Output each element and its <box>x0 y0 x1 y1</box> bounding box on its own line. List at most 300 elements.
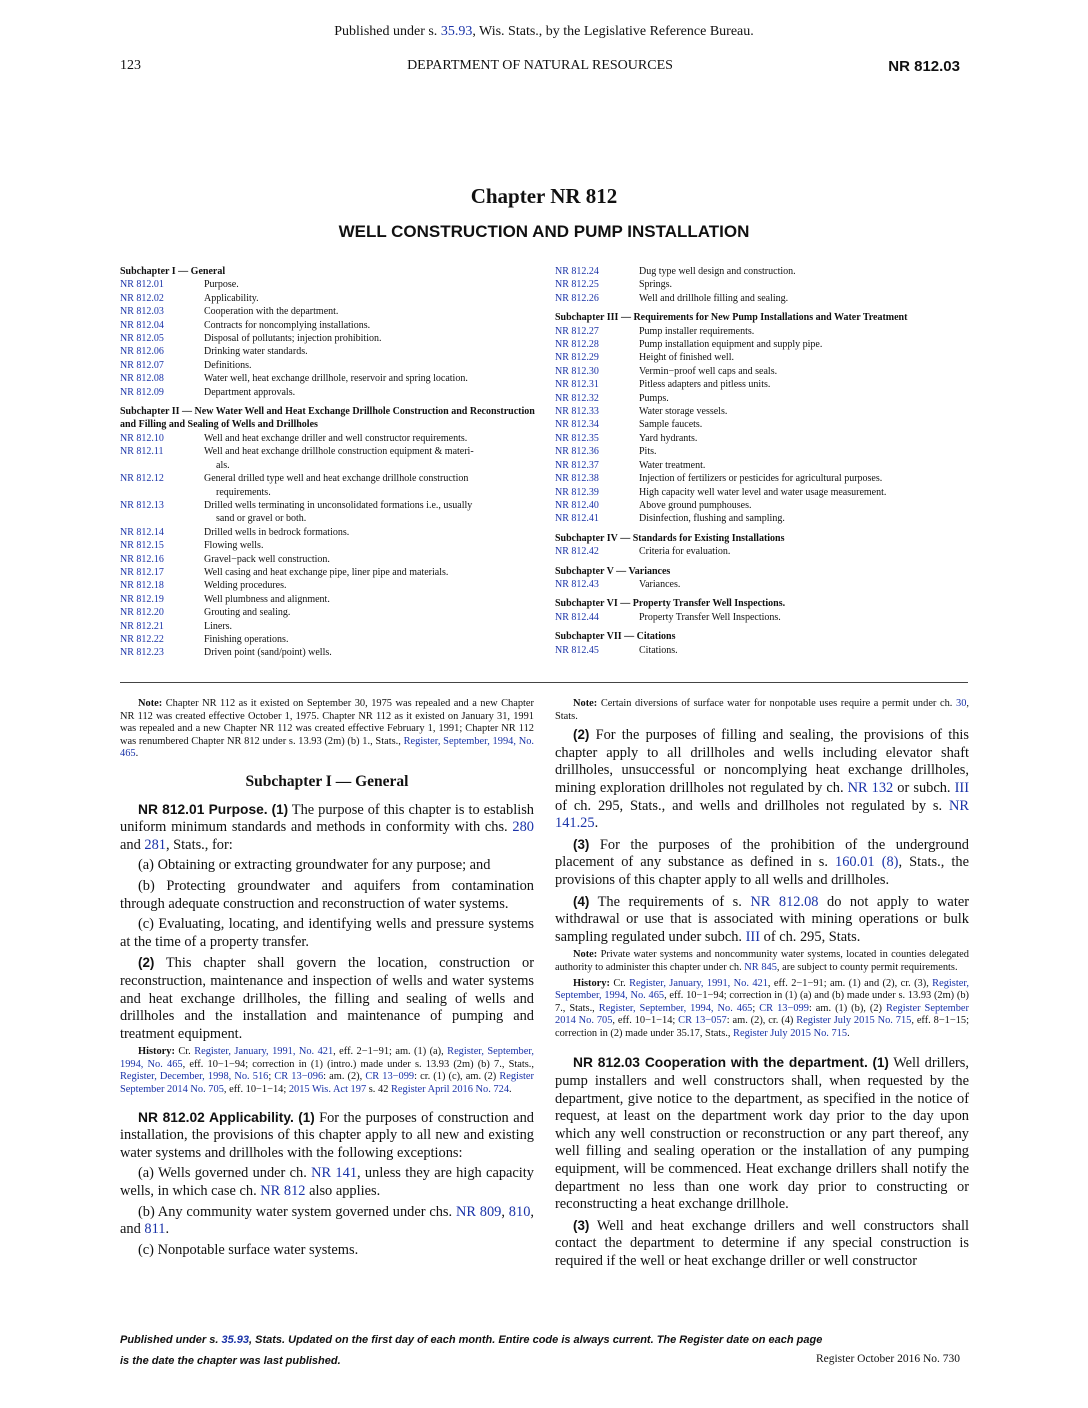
chapter-link[interactable]: 810 <box>508 1203 531 1220</box>
toc-entry <box>555 338 968 351</box>
toc-title-text: Definitions. <box>204 359 252 371</box>
toc-section-link[interactable]: NR 812.18 <box>120 580 164 592</box>
page-number: 123 <box>120 58 141 73</box>
toc-title-text: Drilled wells terminating in unconsolidated formations i.e., usually <box>204 499 473 511</box>
register-link[interactable]: Register, January, 1991, No. 421 <box>629 977 768 989</box>
toc-entry <box>120 566 538 579</box>
subsection-number: (1) <box>872 1055 889 1071</box>
toc-section-link[interactable]: NR 812.24 <box>555 266 599 277</box>
toc-entry <box>120 620 538 633</box>
subsection-3 <box>555 1217 969 1271</box>
toc-entry <box>555 292 968 305</box>
toc-title-text: Variances. <box>639 578 681 590</box>
chapter-link[interactable]: 811 <box>144 1221 166 1238</box>
toc-title-text: Purpose. <box>204 279 239 291</box>
history-label: History: <box>573 977 610 989</box>
section-text: , Stats., for: <box>165 836 233 853</box>
toc-entry <box>120 499 538 526</box>
subchapter-heading: Subchapter I — General <box>245 772 409 790</box>
toc-entry <box>120 593 538 606</box>
toc-section-title <box>639 578 968 591</box>
text: Published under s. <box>120 1334 222 1346</box>
text: do not apply to water withdrawal or use that is associated with mining operations or bulk sampling regulated under subch. <box>555 893 969 945</box>
toc-subchapter-heading: Subchapter I — General <box>120 266 226 277</box>
text: Private water systems and noncommunity water systems, located in counties delegated authority to administer this chapter under ch. <box>555 949 969 973</box>
subsection-number: (3) <box>573 1217 590 1233</box>
toc-subchapter-heading: Subchapter IV — Standards for Existing Installations <box>555 532 785 544</box>
subchapter-link[interactable]: III <box>954 779 969 796</box>
toc-entry <box>555 432 968 445</box>
paragraph-c: (c) Nonpotable surface water systems. <box>138 1241 359 1258</box>
toc-section-link[interactable]: NR 812.19 <box>120 593 164 605</box>
footer-line-1 <box>120 1330 822 1351</box>
toc-entry <box>555 499 968 512</box>
toc-section-link[interactable]: NR 812.14 <box>120 526 164 538</box>
toc-entry <box>120 278 538 291</box>
toc-entry <box>120 292 538 305</box>
toc-entry <box>555 445 968 458</box>
toc-entry <box>555 378 968 391</box>
toc-section-link[interactable]: NR 812.01 <box>120 279 164 291</box>
toc-entry <box>555 365 968 378</box>
subsection-2 <box>120 954 534 1043</box>
toc-entry <box>120 606 538 619</box>
history-label: History: <box>138 1046 175 1058</box>
toc-title-text: Applicability. <box>204 292 259 304</box>
section-link[interactable]: NR 141.25 <box>555 797 969 832</box>
toc-section-title <box>639 292 968 305</box>
left-column <box>120 698 534 1262</box>
subsection-text: This chapter shall govern the location, construction or reconstruction, maintenance and inspection of wells and water systems and heat exchange drillholes, the filling and sealing of wells and drillholes and the installation and maintenance of pumping and treatment equipment. <box>120 955 534 1042</box>
toc-section-title <box>204 526 538 539</box>
toc-right-column <box>555 265 968 657</box>
history-note: History: Cr. Register, January, 1991, No. 421, eff. 2−1−91; am. (1) and (2), cr. (3), Register, September, 1994, No. 465, eff. 10−1−94; correction in (1) (a) and (b) made under s. 13.93 (2m) (b) 7., Stats., Register, September, 1994, No. 465; CR 13−099: am. (1) (b), (2) Register September 2014 No. 705, eff. 10−1−14; CR 13−057: am. (2), cr. (4) Register July 2015 No. 715, eff. 8−1−15; correction in (2) made under 35.17, Stats., Register July 2015 No. 715. <box>555 977 970 1039</box>
toc-title-text: Above ground pumphouses. <box>639 499 752 511</box>
toc-section-link[interactable]: NR 812.30 <box>555 365 599 377</box>
statute-link[interactable]: 35.93 <box>440 24 473 39</box>
toc-title-text: Well and drillhole filling and sealing. <box>639 292 789 304</box>
toc-section-title <box>204 553 538 566</box>
note-label: Note: <box>573 949 598 961</box>
toc-title-text: Liners. <box>204 620 233 632</box>
subchapter-link[interactable]: III <box>745 928 761 945</box>
toc-section-link[interactable]: NR 812.12 <box>120 473 164 485</box>
section-812-03 <box>555 1054 969 1213</box>
published-notice <box>0 24 1088 40</box>
text: , eff. 10−1−94; correction in (1) (intro.) made under s. 13.93 (2m) (b) 7., Stats., <box>182 1058 534 1070</box>
department-name: DEPARTMENT OF NATURAL RESOURCES <box>407 58 673 73</box>
toc-section-link[interactable]: NR 812.04 <box>120 319 164 331</box>
toc-entry <box>120 553 538 566</box>
text: , eff. 10−1−14; <box>223 1084 289 1096</box>
section-title: NR 812.01 Purpose. <box>138 801 268 817</box>
toc-entry <box>120 633 538 646</box>
toc-section-link[interactable]: NR 812.38 <box>555 473 599 485</box>
toc-section-link[interactable]: NR 812.22 <box>120 633 164 645</box>
paragraph-b: (b) Any community water system governed under chs. NR 809, 810, and 811. <box>120 1203 534 1238</box>
toc-entry <box>555 486 968 499</box>
toc-entry <box>120 359 538 372</box>
toc-title-text: Yard hydrants. <box>639 432 698 444</box>
statute-link[interactable]: 35.93 <box>221 1334 249 1346</box>
toc-entry <box>120 579 538 592</box>
text: , Stats. <box>555 698 969 722</box>
chapter-link[interactable]: NR 812 <box>260 1183 306 1200</box>
text: , eff. 10−1−94; correction in (1) (a) and (b) made under s. 13.93 (2m) (b) 7., Stats., <box>555 990 969 1014</box>
toc-section-title <box>204 359 538 372</box>
register-link[interactable]: Register September 2014 No. 705 <box>120 1071 534 1096</box>
toc-left-column <box>120 265 538 660</box>
toc-section-link[interactable]: NR 812.03 <box>120 306 164 318</box>
toc-section-link[interactable]: NR 812.23 <box>120 647 164 659</box>
toc-section-title <box>204 539 538 552</box>
toc-section-title <box>639 486 968 499</box>
toc-subchapter-heading: Subchapter III — Requirements for New Pump Installations and Water Treatment <box>555 312 908 324</box>
section-812-02 <box>120 1109 534 1163</box>
text: (b) Any community water system governed under chs. <box>138 1203 456 1220</box>
toc-entry <box>120 305 538 318</box>
toc-title-text: Gravel−pack well construction. <box>204 553 330 565</box>
toc-title-text: Citations. <box>639 644 678 656</box>
toc-entry <box>555 459 968 472</box>
text: Cr. <box>174 1046 195 1058</box>
subsection-number: (1) <box>271 801 289 817</box>
divider <box>120 682 968 683</box>
toc-section-link[interactable]: NR 812.40 <box>555 499 599 511</box>
section-link[interactable]: NR 812.08 <box>750 893 819 910</box>
toc-section-link[interactable]: NR 812.35 <box>555 432 599 444</box>
text: : am. (1) (b), (2) <box>808 1002 886 1014</box>
toc-section-title <box>204 593 538 606</box>
page-header <box>120 58 960 78</box>
toc-title-continuation: als. <box>216 459 230 471</box>
text: , Stats. Updated on the first day of each month. Entire code is always current. The Register date on each page <box>249 1334 823 1346</box>
text: , and <box>120 1203 534 1238</box>
register-link[interactable]: Register July 2015 No. 715 <box>733 1027 848 1039</box>
toc-section-title <box>204 292 538 305</box>
toc-entry <box>120 539 538 552</box>
text: s. 42 <box>366 1084 391 1096</box>
toc-section-link[interactable]: NR 812.39 <box>555 486 599 498</box>
toc-title-text: Grouting and sealing. <box>204 607 291 619</box>
section-code: NR 812.03 <box>888 58 960 75</box>
toc-section-title <box>639 611 968 624</box>
toc-section-title <box>639 644 968 657</box>
history-note: History: Cr. Register, January, 1991, No. 421, eff. 2−1−91; am. (1) (a), Register, September, 1994, No. 465, eff. 10−1−94; correction in (1) (intro.) made under s. 13.93 (2m) (b) 7., Stats., Register, December, 1998, No. 516; CR 13−096: am. (2), CR 13−099: cr. (1) (c), am. (2) Register September 2014 No. 705, eff. 10−1−14; 2015 Wis. Act 197 s. 42 Register April 2016 No. 724. <box>120 1046 534 1096</box>
toc-entry <box>555 512 968 525</box>
toc-title-text: Cooperation with the department. <box>204 306 339 318</box>
toc-section-title <box>639 499 968 512</box>
toc-entry <box>555 472 968 485</box>
toc-section-title <box>639 445 968 458</box>
toc-section-link[interactable]: NR 812.20 <box>120 607 164 619</box>
toc-section-link[interactable]: NR 812.06 <box>120 346 164 358</box>
toc-title-text: Height of finished well. <box>639 352 734 364</box>
paragraph-a: (a) Obtaining or extracting groundwater for any purpose; and <box>138 857 491 874</box>
subsection-number: (1) <box>298 1109 315 1125</box>
toc-section-link[interactable]: NR 812.26 <box>555 292 599 304</box>
right-column <box>555 698 969 1274</box>
toc-section-link[interactable]: NR 812.32 <box>555 392 599 404</box>
text: ; <box>752 1002 760 1014</box>
toc-section-title <box>204 386 538 399</box>
statute-link[interactable]: 160.01 (8) <box>835 854 899 871</box>
toc-title-text: Drinking water standards. <box>204 346 308 358</box>
toc-section-link[interactable]: NR 812.13 <box>120 499 164 511</box>
toc-section-title <box>204 445 538 472</box>
toc-entry <box>120 445 538 472</box>
toc-section-link[interactable]: NR 812.25 <box>555 279 599 291</box>
section-text: For the purposes of construction and installation, the provisions of this chapter apply to all new and existing water systems and drillholes with the following exceptions: <box>120 1109 534 1161</box>
cr-link[interactable]: CR 13−099 <box>759 1002 809 1014</box>
toc-section-link[interactable]: NR 812.07 <box>120 359 164 371</box>
paragraph-c: (c) Evaluating, locating, and identifying wells and pressure systems at the time of a property transfer. <box>120 916 534 950</box>
toc-section-title <box>204 620 538 633</box>
toc-section-link[interactable]: NR 812.09 <box>120 386 164 398</box>
register-link[interactable]: Register, January, 1991, No. 421 <box>194 1046 334 1058</box>
text: : am. (2), <box>323 1071 366 1083</box>
toc-entry <box>555 278 968 291</box>
cr-link[interactable]: CR 13−099 <box>365 1071 415 1083</box>
section-title: NR 812.03 Cooperation with the department. <box>573 1055 868 1071</box>
published-text-end: , Wis. Stats., by the Legislative Reference Bureau. <box>472 24 754 39</box>
toc-title-continuation: requirements. <box>216 486 271 498</box>
text: also applies. <box>305 1183 381 1200</box>
toc-title-text: Driven point (sand/point) wells. <box>204 647 332 659</box>
toc-section-title <box>639 459 968 472</box>
toc-section-link[interactable]: NR 812.28 <box>555 339 599 351</box>
toc-title-text: Water storage vessels. <box>639 406 728 418</box>
toc-entry <box>555 611 968 624</box>
toc-title-text: Welding procedures. <box>204 580 287 592</box>
chapter-link[interactable]: 281 <box>144 836 166 853</box>
note-label: Note: <box>573 698 598 709</box>
toc-subchapter-heading: Subchapter V — Variances <box>555 565 671 577</box>
text: and <box>120 836 145 853</box>
toc-title-text: Dug type well design and construction. <box>639 266 796 277</box>
chapter-link[interactable]: NR 845 <box>744 961 777 973</box>
text: , eff. 2−1−91; am. (1) (a), <box>333 1046 448 1058</box>
toc-title-continuation: sand or gravel or both. <box>216 513 307 525</box>
text: , Stats., the provisions of this chapter apply to all wells and drillholes. <box>555 854 969 888</box>
toc-section-link[interactable]: NR 812.41 <box>555 513 599 525</box>
toc-section-link[interactable]: NR 812.10 <box>120 432 164 444</box>
toc-title-text: Well and heat exchange driller and well constructor requirements. <box>204 432 468 444</box>
toc-title-text: Finishing operations. <box>204 633 289 645</box>
toc-section-link[interactable]: NR 812.17 <box>120 566 164 578</box>
toc-entry <box>120 432 538 445</box>
toc-entry <box>120 472 538 499</box>
toc-section-title <box>204 332 538 345</box>
toc-title-text: Injection of fertilizers or pesticides for agricultural purposes. <box>639 473 883 485</box>
note <box>555 698 969 723</box>
subsection-2: (2) For the purposes of filling and sealing, the provisions of this chapter apply to all drillholes and wells including elevator shaft drillholes, unsuccessful or noncomplying heat exchange drillholes, mining exploration drillholes not regulated by ch. NR 132 or subch. III of ch. 295, Stats., and wells and drillholes not regulated by s. NR 141.25. <box>555 727 969 832</box>
text: or subch. <box>893 779 955 796</box>
toc-section-link[interactable]: NR 812.36 <box>555 446 599 458</box>
cr-link[interactable]: CR 13−057 <box>678 1015 727 1027</box>
paragraph-a <box>120 1165 534 1200</box>
toc-section-title <box>204 566 538 579</box>
text: , eff. 2−1−91; am. (1) and (2), cr. (3), <box>767 977 933 989</box>
register-link[interactable]: Register, September, 1994, No. 465 <box>120 735 534 760</box>
toc-section-title <box>639 278 968 291</box>
note: Note: Chapter NR 112 as it existed on September 30, 1975 was repealed and a new Chapter NR 112 was created effective October 1, 1975. Chapter NR 112 as it existed on January 31, 1991 was repealed and a new Chapter NR 112 was created effective February 1, 1991; Chapter NR 112 was renumbered Chapter NR 812 under s. 13.93 (2m) (b) 1., Stats., Register, September, 1994, No. 465. <box>120 698 534 760</box>
toc-section-link[interactable]: NR 812.42 <box>555 546 599 558</box>
toc-section-title <box>639 472 968 485</box>
chapter-link[interactable]: 280 <box>512 819 534 836</box>
toc-section-title <box>639 365 968 378</box>
toc-title-text: Well plumbness and alignment. <box>204 593 330 605</box>
toc-section-link[interactable]: NR 812.37 <box>555 459 599 471</box>
toc-section-link[interactable]: NR 812.33 <box>555 406 599 418</box>
toc-title-text: Water treatment. <box>639 459 706 471</box>
register-link[interactable]: Register July 2015 No. 715 <box>796 1015 912 1027</box>
toc-section-title <box>639 392 968 405</box>
toc-section-link[interactable]: NR 812.29 <box>555 352 599 364</box>
toc-entry <box>555 265 968 278</box>
text: For the purposes of the prohibition of the underground placement of any substance as defined in s. <box>555 836 969 871</box>
toc-entry <box>120 386 538 399</box>
text: Certain diversions of surface water for nonpotable uses require a permit under ch. <box>597 698 956 709</box>
published-text: Published under s. <box>334 24 441 39</box>
register-link[interactable]: Register September 2014 No. 705 <box>555 1002 969 1027</box>
toc-title-text: Well casing and heat exchange pipe, liner pipe and materials. <box>204 566 449 578</box>
toc-entry <box>555 325 968 338</box>
toc-section-link[interactable]: NR 812.27 <box>555 325 599 337</box>
chapter-heading: Chapter NR 812 <box>470 184 618 208</box>
toc-title-text: Well and heat exchange drillhole construction equipment & materi- <box>204 446 474 458</box>
toc-section-link[interactable]: NR 812.05 <box>120 333 164 345</box>
toc-subchapter-heading: Subchapter VII — Citations <box>555 631 676 643</box>
subsection-number: (4) <box>573 893 590 909</box>
toc-title-text: Pitless adapters and pitless units. <box>639 379 771 391</box>
toc-section-link[interactable]: NR 812.15 <box>120 540 164 552</box>
toc-section-title <box>639 405 968 418</box>
text: : cr. (1) (c), am. (2) <box>414 1071 500 1083</box>
toc-section-title <box>639 512 968 525</box>
register-link[interactable]: Register, September, 1994, No. 465 <box>598 1002 753 1014</box>
toc-title-text: High capacity well water level and water usage measurement. <box>639 486 887 498</box>
toc-subchapter-heading: Subchapter II — New Water Well and Heat Exchange Drillhole Construction and Reconstruction and Filling and Sealing of Wells and Drillholes <box>120 406 535 431</box>
toc-title-text: Pump installer requirements. <box>639 325 755 337</box>
register-link[interactable]: Register April 2016 No. 724 <box>390 1084 510 1096</box>
toc-section-link[interactable]: NR 812.45 <box>555 644 599 656</box>
toc-section-link[interactable]: NR 812.02 <box>120 292 164 304</box>
text: , eff. 8−1−15; correction in (2) made under 35.17, Stats., <box>555 1015 970 1039</box>
toc-section-title <box>639 338 968 351</box>
subsection-text: Well and heat exchange drillers and well constructors shall contact the department to determine if any special construction is required if the well or heat exchange driller or well constructor <box>555 1217 969 1269</box>
text: The requirements of s. <box>589 893 751 910</box>
toc-section-link[interactable]: NR 812.43 <box>555 578 599 590</box>
text: Cr. <box>609 977 630 989</box>
toc-section-title <box>204 319 538 332</box>
text: , eff. 10−1−14; <box>612 1015 679 1027</box>
toc-title-text: Vermin−proof well caps and seals. <box>639 365 778 377</box>
toc-section-title <box>204 579 538 592</box>
toc-title-text: Sample faucets. <box>639 419 703 431</box>
note <box>555 949 969 974</box>
toc-section-link[interactable]: NR 812.11 <box>120 446 164 458</box>
chapter-link[interactable]: NR 132 <box>847 779 894 796</box>
chapter-title: WELL CONSTRUCTION AND PUMP INSTALLATION <box>338 222 750 241</box>
act-link[interactable]: 2015 Wis. Act 197 <box>288 1084 367 1096</box>
subsection-number: (2) <box>138 955 155 971</box>
section-text: The purpose of this chapter is to establish uniform minimum standards and methods in conformity with chs. <box>120 801 534 836</box>
text: : am. (2), cr. (4) <box>726 1015 797 1027</box>
toc-entry <box>555 351 968 364</box>
toc-entry <box>120 372 538 385</box>
toc-section-title <box>639 545 968 558</box>
cr-link[interactable]: CR 13−096 <box>274 1071 324 1083</box>
subsection-number: (3) <box>573 836 590 852</box>
toc-entry <box>555 644 968 657</box>
toc-section-link[interactable]: NR 812.16 <box>120 553 164 565</box>
section-812-01 <box>120 801 534 855</box>
toc-entry <box>555 545 968 558</box>
toc-section-link[interactable]: NR 812.34 <box>555 419 599 431</box>
text: of ch. 295, Stats., and wells and drillholes not regulated by s. <box>555 797 949 814</box>
subsection-4 <box>555 893 969 947</box>
toc-entry <box>120 332 538 345</box>
text: of ch. 295, Stats. <box>760 928 861 945</box>
register-date: Register October 2016 No. 730 <box>815 1353 960 1365</box>
text: For the purposes of filling and sealing, the provisions of this chapter apply to all drillholes and wells including elevator shaft drillholes, unsuccessful or noncomplying heat exchange drillholes, mining exploration drillholes not regulated by ch. <box>555 727 969 796</box>
toc-title-text: Drilled wells in bedrock formations. <box>204 526 350 538</box>
toc-title-text: Department approvals. <box>204 386 296 398</box>
toc-section-link[interactable]: NR 812.21 <box>120 620 164 632</box>
toc-section-title <box>639 418 968 431</box>
register-link[interactable]: Register, September, 1994, No. 465 <box>555 977 969 1002</box>
chapter-link[interactable]: NR 809 <box>455 1203 502 1220</box>
toc-title-text: Pumps. <box>639 392 669 404</box>
note-label: Note: <box>138 698 163 709</box>
toc-entry <box>555 418 968 431</box>
text: (a) Wells governed under ch. <box>138 1165 312 1182</box>
chapter-link[interactable]: 30 <box>956 698 967 709</box>
footer-line-2: is the date the chapter was last published. <box>120 1355 341 1367</box>
text: , unless they are high capacity wells, in which case ch. <box>120 1165 534 1200</box>
text: , are subject to county permit requirements. <box>776 961 958 973</box>
toc-section-title <box>204 472 538 499</box>
footer-notice <box>120 1330 822 1372</box>
chapter-link[interactable]: NR 141 <box>311 1165 358 1182</box>
toc-section-title <box>204 305 538 318</box>
toc-section-link[interactable]: NR 812.08 <box>120 373 164 385</box>
toc-section-title <box>639 351 968 364</box>
register-link[interactable]: Register, September, 1994, No. 465 <box>120 1046 534 1070</box>
toc-section-title <box>639 432 968 445</box>
paragraph-b: (b) Protecting groundwater and aquifers from contamination through adequate construction and reconstruction of water systems. <box>120 877 534 912</box>
text: ; <box>268 1071 275 1083</box>
register-link[interactable]: Register, December, 1998, No. 516 <box>120 1071 269 1083</box>
toc-section-title <box>204 278 538 291</box>
toc-section-title <box>639 265 968 278</box>
section-text: Well drillers, pump installers and well constructors shall, when requested by the department, give notice to the department, as specified in the notice of request, at least on the department work day prior to the day upon which any well construction or reconstruction or any part thereof, any well filling and sealing operation or the installation of any pumping equipment, will be commenced. Heat exchange drillers shall notify the department no less than one work day prior to constructing or reconstructing a heat exchange drillhole. <box>555 1055 969 1213</box>
note-text: Chapter NR 112 as it existed on September 30, 1975 was repealed and a new Chapter NR 112 was created effective October 1, 1975. Chapter NR 112 as it existed on January 31, 1991 was repealed and a new Chapter NR 112 was created effective February 1, 1991; Chapter NR 112 was renumbered Chapter NR 812 under s. 13.93 (2m) (b) 1., Stats., <box>120 698 534 747</box>
toc-entry <box>555 392 968 405</box>
toc-section-title <box>204 646 538 659</box>
section-title: NR 812.02 Applicability. <box>138 1109 294 1125</box>
toc-entry <box>120 646 538 659</box>
toc-section-link[interactable]: NR 812.44 <box>555 611 599 623</box>
toc-title-text: Pump installation equipment and supply pipe. <box>639 339 823 351</box>
toc-section-link[interactable]: NR 812.31 <box>555 379 599 391</box>
toc-title-text: Flowing wells. <box>204 540 264 552</box>
toc-title-text: Pits. <box>639 446 657 458</box>
toc-section-title <box>204 499 538 526</box>
toc-entry <box>555 405 968 418</box>
toc-title-text: Springs. <box>639 279 673 291</box>
